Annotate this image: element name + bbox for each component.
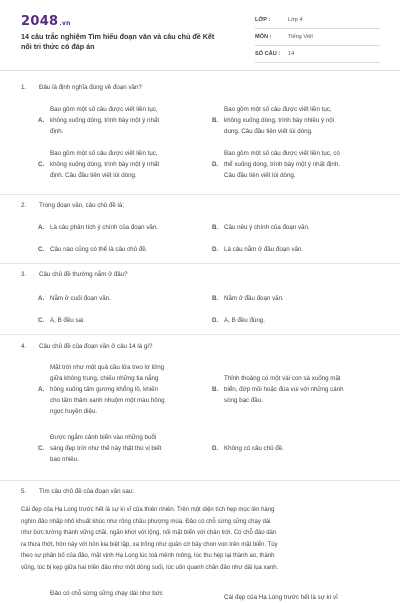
paragraph-line: vũng, lúc bị kẹp giữa hai triền đảo như một dòng suối, lúc uốn quanh chân đảo như dải lụa xanh. [21, 564, 279, 571]
option-line: giữa không trung, chiếu những tia nắng [50, 375, 159, 382]
option-text: Là câu nằm ở đầu đoạn văn. [224, 246, 304, 253]
question-1 [21, 84, 381, 96]
meta-value: 14 [288, 51, 295, 57]
option-text: A, B đều sai. [50, 317, 86, 324]
question-text: Đâu là định nghĩa đúng về đoạn văn? [39, 84, 142, 91]
meta-info [255, 14, 380, 65]
option-letter: D. [212, 246, 219, 253]
question-4 [21, 343, 381, 355]
option-line: Bao gồm một số câu được viết liền tục, [224, 106, 332, 113]
option-letter: C. [38, 246, 45, 253]
option-text: Cái đẹp của Hạ Long trước hết là sự kì vĩ [224, 594, 338, 601]
meta-value: Tiếng Việt [288, 34, 313, 40]
option-line: dung. Câu đầu tiên viết lùi dòng. [224, 128, 313, 135]
question-separator [0, 480, 400, 481]
option-letter: C. [38, 445, 45, 452]
document-title [21, 32, 231, 52]
option-text: Câu nào cũng có thể là câu chủ đề. [50, 246, 148, 253]
option-line: ngọc huyền diệu. [50, 408, 98, 415]
option-letter: C. [38, 161, 45, 168]
question-2 [21, 202, 381, 214]
option-text: Là câu phân tích ý chính của đoạn văn. [50, 224, 159, 231]
question-5 [21, 488, 381, 500]
option-text: Nằm ở cuối đoạn văn. [50, 295, 111, 302]
option-letter: B. [212, 117, 219, 124]
option-letter: D. [212, 317, 219, 324]
paragraph-line: nghìn đảo nhấp nhô khuất khúc như rồng chầu phượng múa. Đảo có chỗ sừng sững chạy dài [21, 518, 271, 525]
logo-suffix: .vn [59, 20, 71, 27]
site-logo[interactable] [21, 14, 71, 29]
question-separator [0, 334, 400, 335]
option-letter: B. [212, 386, 219, 393]
option-line: sóng bạc đầu. [224, 397, 263, 404]
option-line: Mặt trời như một quả cầu lửa treo lơ lửng [50, 364, 165, 371]
logo-text: 2048 [21, 14, 59, 29]
title-line-2: nối tri thức có đáp án [21, 42, 95, 51]
header-divider [0, 70, 400, 71]
option-line: bao nhiêu. [50, 456, 79, 463]
option-line: không xuống dòng, trình bày một ý nhất [50, 161, 160, 168]
paragraph-line: ra thưa thớt, hòn này với hòn kia biệt lập, xa trông như quân cờ bày chon von trên mặt biển. Tùy [21, 541, 278, 548]
question-number: 2. [21, 202, 27, 209]
option-letter: C. [38, 317, 45, 324]
paragraph-line: theo sự phân bố của đảo, mặt vịnh Hạ Long lúc toả mênh mông, lúc thu hẹp lại thành ao, thành [21, 553, 275, 560]
option-text: Câu nêu ý chính của đoạn văn. [224, 224, 310, 231]
option-line: cho tấm thảm xanh nhuộm một màu hồng [50, 397, 165, 404]
meta-key: SỐ CÂU : [255, 51, 281, 57]
option-line: hồng xuống tấm gương khổng lồ, khiến [50, 386, 158, 393]
meta-row-subject [255, 31, 380, 46]
option-letter: B. [212, 224, 219, 231]
option-text: Đảo có chỗ sừng sững chạy dài như bức [50, 590, 163, 597]
option-line: sáng đẹp trời như thế này thật thú vị biết [50, 445, 162, 452]
question-text: Câu chủ đề thường nằm ở đâu? [39, 271, 128, 278]
option-letter: D. [212, 161, 219, 168]
option-line: không xuống dòng, trình bày một ý nhất [50, 117, 160, 124]
title-line-1: 14 câu trắc nghiệm Tìm hiểu đoạn văn và câu chủ đề Kết [21, 32, 215, 41]
question-number: 5. [21, 488, 27, 495]
option-line: biển, đớp mồi hoặc đùa vui với những cánh [224, 386, 344, 393]
question-paragraph [21, 505, 381, 575]
option-line: Bao gồm một số câu được viết liền tục, [50, 106, 158, 113]
option-letter: D. [212, 445, 219, 452]
question-number: 1. [21, 84, 27, 91]
option-letter: A. [38, 224, 45, 231]
question-number: 4. [21, 343, 27, 350]
meta-value: Lớp 4 [288, 17, 303, 23]
option-letter: B. [212, 295, 219, 302]
question-3 [21, 271, 381, 283]
option-line: không xuống dòng, trình bày nhiều ý nội [224, 117, 335, 124]
question-separator [0, 263, 400, 264]
question-text: Tìm câu chủ đề của đoạn văn sau: [39, 488, 134, 495]
option-line: định. [50, 128, 64, 135]
option-letter: A. [38, 295, 45, 302]
paragraph-line: Cái đẹp của Hạ Long trước hết là sự kì vĩ của thiên nhiên. Trên một diện tích hẹp mọc lên hàng [21, 507, 275, 513]
option-line: Câu đầu tiên viết lùi dòng. [224, 172, 296, 179]
option-text: Không có câu chủ đề. [224, 445, 284, 452]
document-header [0, 0, 400, 64]
question-text: Trong đoạn văn, câu chủ đề là: [39, 202, 125, 209]
option-text: A, B đều đúng. [224, 317, 265, 324]
option-line: Bao gồm một số câu được viết liền tục, có [224, 150, 340, 157]
option-line: Thỉnh thoảng có một vài con sà xuống mặt [224, 375, 341, 382]
option-text: Nằm ở đầu đoạn văn. [224, 295, 284, 302]
option-line: định. Câu đầu tiên viết lùi dòng. [50, 172, 137, 179]
meta-key: LỚP : [255, 17, 271, 23]
question-number: 3. [21, 271, 27, 278]
meta-row-class [255, 14, 380, 29]
question-separator [0, 194, 400, 195]
option-line: Được ngắm cảnh biển vào những buổi [50, 434, 157, 441]
option-line: Bao gồm một số câu được viết liền tục, [50, 150, 158, 157]
paragraph-line: như bức tường thành vững chãi, ngăn khơi với lộng, nối mặt biển với chân trời. Có chỗ đảo dàn [21, 530, 277, 537]
option-letter: A. [38, 117, 45, 124]
question-text: Câu chủ đề của đoạn văn ở câu 14 là gì? [39, 343, 153, 350]
option-letter: A. [38, 386, 45, 393]
meta-row-count [255, 48, 380, 63]
meta-key: MÔN : [255, 34, 272, 40]
option-line: thể xuống dòng, trình bày một ý nhất định. [224, 161, 340, 168]
